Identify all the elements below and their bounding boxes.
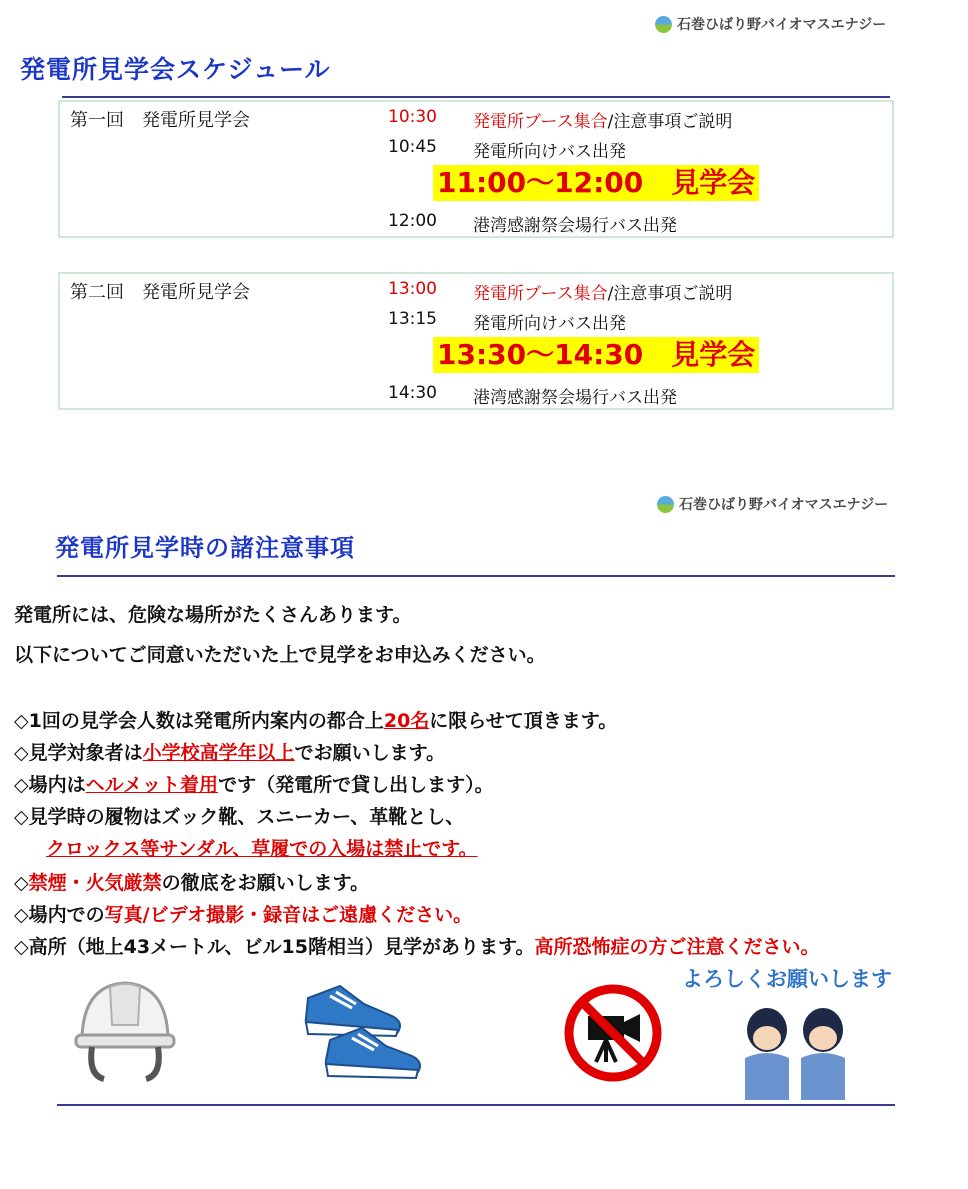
note-item: ◇場内はヘルメット着用です（発電所で貸し出します）。 <box>14 774 494 796</box>
logo-mark-icon <box>657 496 674 513</box>
note-item: ◇禁煙・火気厳禁の徹底をお願いします。 <box>14 872 370 894</box>
time: 10:30 <box>388 107 437 127</box>
time: 13:15 <box>388 309 437 329</box>
divider <box>57 1104 895 1106</box>
bowing-people-icon <box>735 1000 855 1100</box>
company-name: 石巻ひばり野バイオマスエナジー <box>677 17 887 33</box>
note-item: ◇1回の見学会人数は発電所内案内の都合上20名に限らせて頂きます。 <box>14 710 618 732</box>
divider <box>62 96 890 98</box>
time: 14:30 <box>388 383 437 403</box>
schedule-text: 発電所ブース集合/注意事項ご説明 <box>473 284 733 304</box>
schedule-text: 発電所向けバス出発 <box>473 314 626 334</box>
intro-line: 発電所には、危険な場所がたくさんあります。 <box>14 604 412 626</box>
helmet-icon <box>70 975 180 1085</box>
schedule-text: 港湾感謝祭会場行バス出発 <box>473 216 677 236</box>
note-item: クロックス等サンダル、草履での入場は禁止です。 <box>46 838 478 860</box>
intro-line: 以下についてご同意いただいた上で見学をお申込みください。 <box>14 644 546 666</box>
time: 13:00 <box>388 279 437 299</box>
logo-mark-icon <box>655 16 672 33</box>
greeting-text: よろしくお願いします <box>682 967 892 991</box>
tour-highlight: 13:30〜14:30 見学会 <box>433 337 759 373</box>
note-item: ◇場内での写真/ビデオ撮影・録音はご遠慮ください。 <box>14 904 473 926</box>
company-logo <box>657 494 888 514</box>
sneakers-icon <box>300 978 425 1088</box>
company-name: 石巻ひばり野バイオマスエナジー <box>679 497 889 513</box>
time: 10:45 <box>388 137 437 157</box>
divider <box>57 575 895 577</box>
schedule-text: 発電所ブース集合/注意事項ご説明 <box>473 112 733 132</box>
schedule-text: 港湾感謝祭会場行バス出発 <box>473 388 677 408</box>
schedule-title: 発電所見学会スケジュール <box>20 55 331 84</box>
notes-title: 発電所見学時の諸注意事項 <box>55 534 355 562</box>
session-title: 第二回 発電所見学会 <box>70 282 250 303</box>
company-logo <box>655 14 886 34</box>
no-video-icon <box>562 982 664 1084</box>
tour-highlight: 11:00〜12:00 見学会 <box>433 165 759 201</box>
schedule-text: 発電所向けバス出発 <box>473 142 626 162</box>
note-item: ◇高所（地上43メートル、ビル15階相当）見学があります。高所恐怖症の方ご注意ください。 <box>14 936 820 958</box>
note-item: ◇見学対象者は小学校高学年以上でお願いします。 <box>14 742 446 764</box>
session-title: 第一回 発電所見学会 <box>70 110 250 131</box>
note-item: ◇見学時の履物はズック靴、スニーカー、革靴とし、 <box>14 806 465 828</box>
time: 12:00 <box>388 211 437 231</box>
